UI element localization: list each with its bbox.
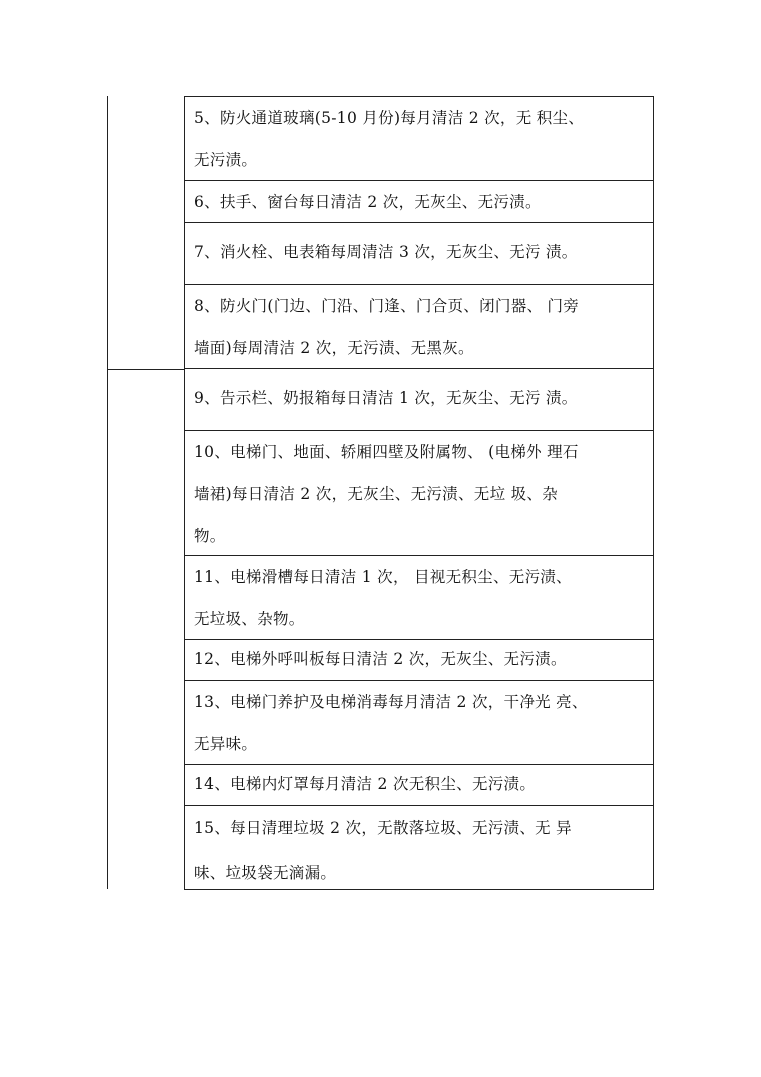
row-text-line: 15、每日清理垃圾 2 次，无散落垃圾、无污渍、无 异 — [194, 819, 572, 837]
left-column-rule-upper — [107, 96, 108, 370]
row-text-line: 无异味。 — [194, 735, 258, 753]
table-row-item-5 — [185, 97, 653, 181]
table-row-item-8 — [185, 285, 653, 369]
row-text-line: 6、扶手、窗台每日清洁 2 次，无灰尘、无污渍。 — [194, 193, 541, 211]
row-text-line: 12、电梯外呼叫板每日清洁 2 次，无灰尘、无污渍。 — [194, 650, 567, 668]
left-column-group-divider — [107, 369, 185, 370]
row-text-line: 无污渍。 — [194, 151, 258, 169]
table-row-item-6 — [185, 181, 653, 223]
table-row-item-11 — [185, 556, 653, 640]
row-text-line: 物。 — [194, 527, 226, 545]
table-row-item-9 — [185, 369, 653, 431]
row-text-line: 7、消火栓、电表箱每周清洁 3 次，无灰尘、无污 渍。 — [194, 243, 578, 261]
table-row-item-14 — [185, 765, 653, 806]
row-text-line: 10、电梯门、地面、轿厢四壁及附属物、 (电梯外 理石 — [194, 443, 579, 461]
row-text-line: 8、防火门(门边、门沿、门逢、门合页、闭门器、 门旁 — [194, 297, 580, 315]
row-text-line: 墙裙)每日清洁 2 次，无灰尘、无污渍、无垃 圾、杂 — [194, 485, 558, 503]
table-row-item-7 — [185, 223, 653, 285]
table-row-item-10 — [185, 431, 653, 556]
table-row-item-12 — [185, 640, 653, 681]
row-text-line: 味、垃圾袋无滴漏。 — [194, 864, 337, 882]
row-text-line: 11、电梯滑槽每日清洁 1 次， 目视无积尘、无污渍、 — [194, 568, 572, 586]
row-text-line: 墙面)每周清洁 2 次，无污渍、无黑灰。 — [194, 339, 474, 357]
table-row-item-13 — [185, 681, 653, 765]
row-text-line: 5、防火通道玻璃(5-10 月份)每月清洁 2 次，无 积尘、 — [194, 109, 585, 127]
row-text-line: 无垃圾、杂物。 — [194, 610, 305, 628]
row-text-line: 14、电梯内灯罩每月清洁 2 次无积尘、无污渍。 — [194, 775, 536, 793]
cleaning-standards-table — [184, 96, 654, 890]
row-text-line: 9、告示栏、奶报箱每日清洁 1 次，无灰尘、无污 渍。 — [194, 389, 578, 407]
row-text-line: 13、电梯门养护及电梯消毒每月清洁 2 次，干净光 亮、 — [194, 693, 588, 711]
table-row-item-15 — [185, 806, 653, 890]
left-column-rule-lower — [107, 370, 108, 889]
